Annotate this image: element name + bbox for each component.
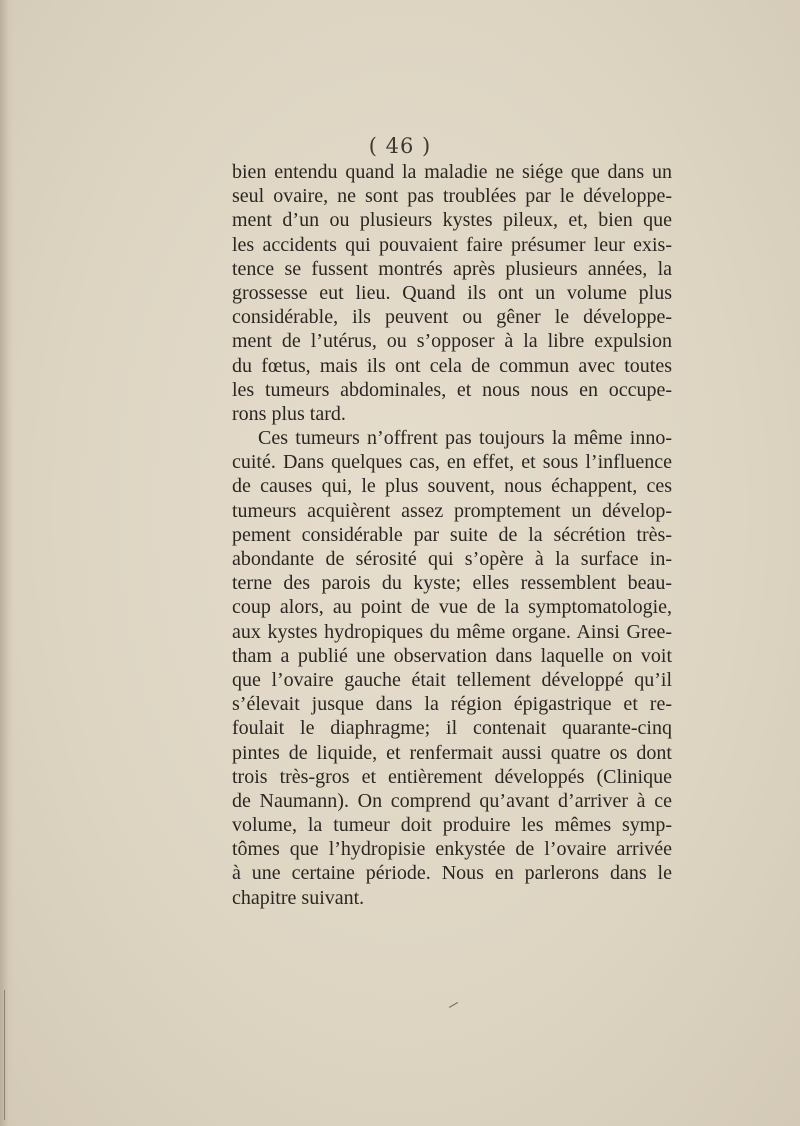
text-line: tham a publié une observation dans laquelle on voit bbox=[232, 644, 672, 667]
text-line: à une certaine période. Nous en parlerons dans le bbox=[232, 862, 672, 885]
text-line: aux kystes hydropiques du même organe. Ainsi Gree- bbox=[232, 620, 672, 643]
text-line: bien entendu quand la maladie ne siége que dans un bbox=[232, 161, 672, 183]
text-line: trois très-gros et entièrement développés (Clinique bbox=[232, 765, 672, 788]
text-line: terne des parois du kyste; elles ressemblent beau- bbox=[232, 572, 672, 595]
text-line: chapitre suivant. bbox=[232, 886, 365, 909]
text-line: grossesse eut lieu. Quand ils ont un volume plus bbox=[232, 281, 672, 304]
text-line: du fœtus, mais ils ont cela de commun avec toutes bbox=[232, 354, 672, 377]
text-line: de causes qui, le plus souvent, nous échappent, ces bbox=[232, 475, 672, 498]
text-line: ment d’un ou plusieurs kystes pileux, et, bien que bbox=[232, 209, 672, 232]
text-line: s’élevait jusque dans la région épigastrique et re- bbox=[232, 693, 672, 716]
text-line: rons plus tard. bbox=[232, 402, 346, 425]
binding-edge-line bbox=[4, 990, 5, 1120]
page-gutter-shadow bbox=[0, 0, 14, 1126]
text-line: volume, la tumeur doit produire les mêmes symp- bbox=[232, 814, 672, 837]
body-text bbox=[232, 160, 672, 910]
text-line: pement considérable par suite de la sécrétion très- bbox=[232, 523, 672, 546]
text-line: foulait le diaphragme; il contenait quarante-cinq bbox=[232, 717, 672, 740]
text-line: coup alors, au point de vue de la symptomatologie, bbox=[232, 596, 672, 619]
text-line: considérable, ils peuvent ou gêner le développe- bbox=[232, 306, 672, 329]
ink-mark bbox=[449, 1002, 461, 1013]
text-line: abondante de sérosité qui s’opère à la surface in- bbox=[232, 548, 672, 570]
text-line: les tumeurs abdominales, et nous nous en occupe- bbox=[232, 378, 672, 401]
text-line: seul ovaire, ne sont pas troublées par le développe- bbox=[232, 185, 672, 208]
page-number: ( 46 ) bbox=[368, 134, 432, 158]
text-line: Ces tumeurs n’offrent pas toujours la même inno- bbox=[258, 427, 672, 450]
text-line: ment de l’utérus, ou s’opposer à la libre expulsion bbox=[232, 330, 672, 353]
text-line: les accidents qui pouvaient faire présumer leur exis- bbox=[232, 233, 672, 256]
text-line: tence se fussent montrés après plusieurs années, la bbox=[232, 257, 672, 280]
text-line: tômes que l’hydropisie enkystée de l’ovaire arrivée bbox=[232, 838, 672, 861]
text-line: que l’ovaire gauche était tellement développé qu’il bbox=[232, 668, 672, 691]
text-line: tumeurs acquièrent assez promptement un dévelop- bbox=[232, 499, 672, 522]
text-line: de Naumann). On comprend qu’avant d’arriver à ce bbox=[232, 789, 672, 812]
text-line: cuité. Dans quelques cas, en effet, et sous l’influence bbox=[232, 451, 672, 474]
text-line: pintes de liquide, et renfermait aussi quatre os dont bbox=[232, 741, 672, 764]
